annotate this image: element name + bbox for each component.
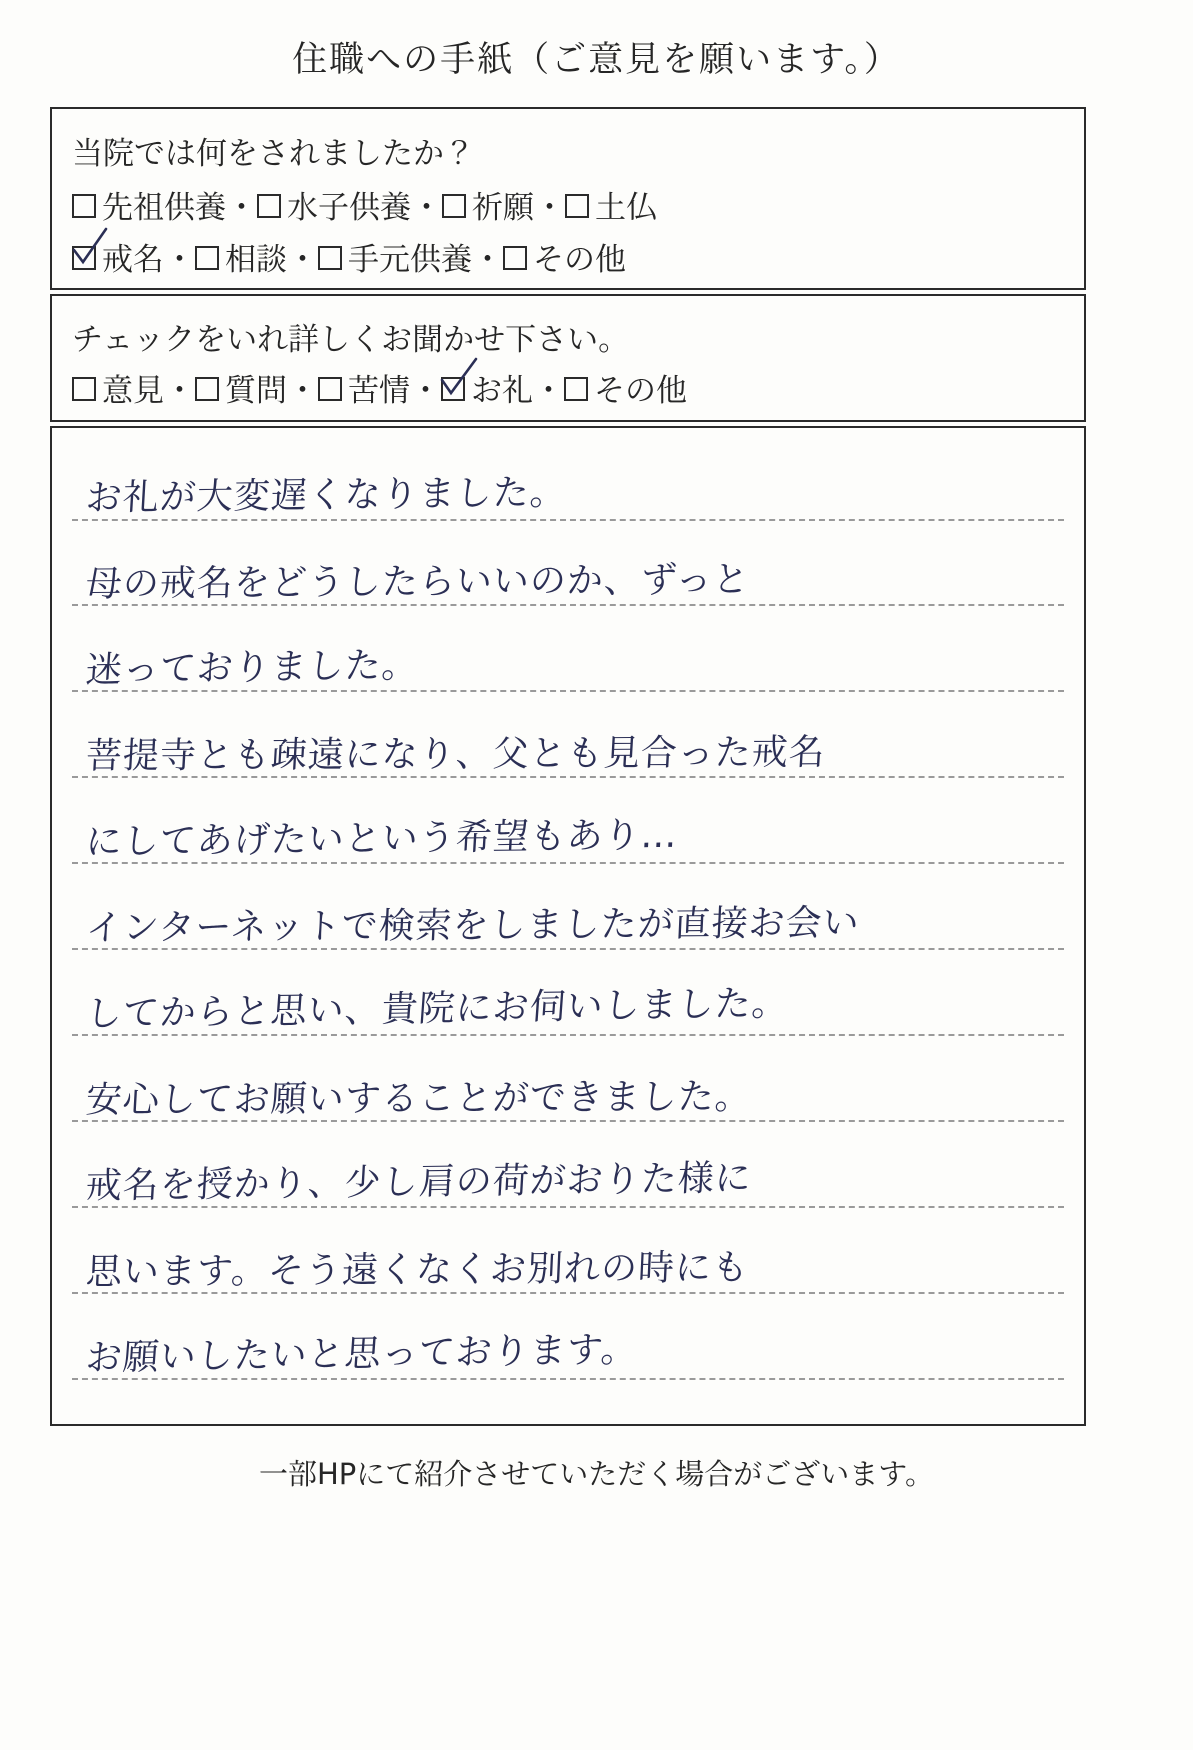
checkbox-label: 意見 <box>102 373 164 409</box>
checkbox-icon[interactable] <box>318 246 342 270</box>
checkbox-icon[interactable] <box>257 194 281 218</box>
separator-dot: ・ <box>164 373 195 409</box>
footer-note: 一部HPにて紹介させていただく場合がございます。 <box>259 1457 934 1491</box>
checkbox-label: 水子供養 <box>287 190 411 226</box>
category-options-row <box>72 365 687 410</box>
separator-dot: ・ <box>226 190 257 226</box>
checkbox-option-orei[interactable] <box>441 365 533 410</box>
checkbox-icon[interactable] <box>72 194 96 218</box>
separator-dot: ・ <box>164 242 195 278</box>
purpose-question-label: 当院では何をされましたか？ <box>72 136 475 172</box>
checkbox-option-shitsumon[interactable] <box>195 365 287 410</box>
handwritten-line: 思います。そう遠くなくお別れの時にも <box>84 1247 750 1294</box>
checkbox-icon[interactable] <box>72 377 96 401</box>
checkbox-icon[interactable] <box>442 194 466 218</box>
checkbox-option-kaimyo[interactable] <box>72 234 164 279</box>
purpose-options-row-2 <box>72 234 626 279</box>
checkbox-icon[interactable] <box>564 377 588 401</box>
separator-dot: ・ <box>472 242 503 278</box>
handwritten-line: 母の戒名をどうしたらいいのか、ずっと <box>84 559 751 606</box>
checkbox-option-sonota[interactable] <box>503 234 626 279</box>
checkbox-option-dobutsu[interactable] <box>565 182 657 227</box>
checkbox-label: その他 <box>594 373 687 409</box>
checkbox-icon[interactable] <box>72 246 96 270</box>
separator-dot: ・ <box>410 373 441 409</box>
page-title: 住職への手紙（ご意見を願います。） <box>292 40 901 80</box>
handwritten-line: してからと思い、貴院にお伺いしました。 <box>84 982 791 1036</box>
checkbox-icon[interactable] <box>441 377 465 401</box>
handwritten-line: お願いしたいと思っております。 <box>84 1329 640 1380</box>
checkbox-label: 質問 <box>225 373 287 409</box>
separator-dot: ・ <box>533 373 564 409</box>
handwritten-line: にしてあげたいという希望もあり… <box>84 814 679 864</box>
checkbox-option-mizukokuyo[interactable] <box>257 182 411 227</box>
category-question-label: チェックをいれ詳しくお聞かせ下さい。 <box>72 322 630 358</box>
checkbox-label: 手元供養 <box>348 242 472 278</box>
checkbox-label: お礼 <box>471 373 533 409</box>
checkbox-option-kujo[interactable] <box>318 365 410 410</box>
checkbox-icon[interactable] <box>195 246 219 270</box>
separator-dot: ・ <box>411 190 442 226</box>
checkbox-option-sonota[interactable] <box>564 365 687 410</box>
separator-dot: ・ <box>287 373 318 409</box>
purpose-options-row-1 <box>72 182 657 227</box>
separator-dot: ・ <box>287 242 318 278</box>
checkbox-icon[interactable] <box>195 377 219 401</box>
checkbox-label: 苦情 <box>348 373 410 409</box>
checkbox-icon[interactable] <box>503 246 527 270</box>
checkbox-option-sodan[interactable] <box>195 234 287 279</box>
handwritten-line: 迷っておりました。 <box>84 644 421 692</box>
handwritten-line: インターネットで検索をしましたが直接お会い <box>84 902 861 950</box>
checkbox-label: その他 <box>533 242 626 278</box>
checkbox-option-kigan[interactable] <box>442 182 534 227</box>
checkbox-option-senzokuyo[interactable] <box>72 182 226 227</box>
handwritten-line: 安心してお願いすることができました。 <box>84 1076 753 1122</box>
separator-dot: ・ <box>534 190 565 226</box>
checkbox-label: 相談 <box>225 242 287 278</box>
checkbox-label: 戒名 <box>102 242 164 278</box>
checkbox-label: 土仏 <box>595 190 657 226</box>
checkbox-icon[interactable] <box>318 377 342 401</box>
handwritten-line: お礼が大変遅くなりました。 <box>84 472 568 520</box>
checkbox-label: 祈願 <box>472 190 534 226</box>
checkbox-option-iken[interactable] <box>72 365 164 410</box>
handwritten-line: 菩提寺とも疎遠になり、父とも見合った戒名 <box>84 732 827 778</box>
checkbox-icon[interactable] <box>565 194 589 218</box>
handwritten-line: 戒名を授かり、少し肩の荷がおりた様に <box>84 1157 753 1208</box>
checkbox-option-temotokuyo[interactable] <box>318 234 472 279</box>
checkbox-label: 先祖供養 <box>102 190 226 226</box>
